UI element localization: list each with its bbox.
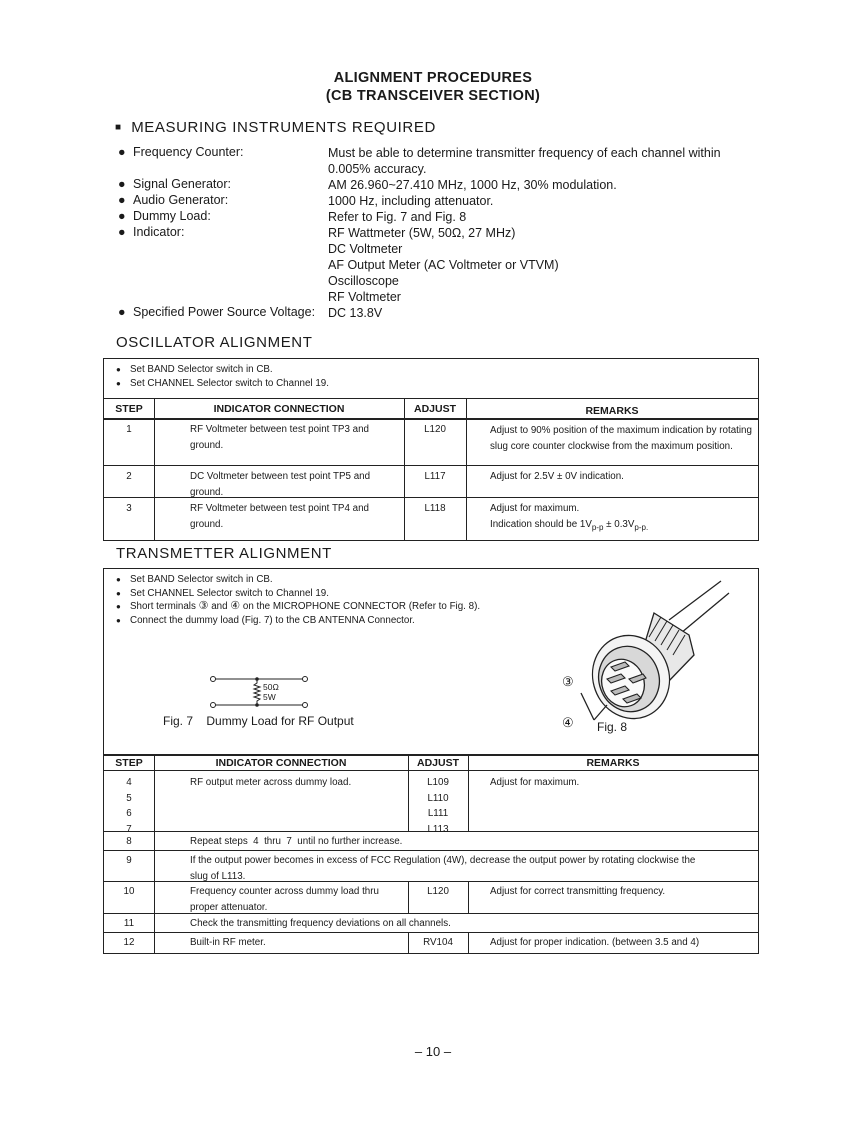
req-value: 1000 Hz, including attenuator. xyxy=(328,194,494,208)
terminal-3-icon: ③ xyxy=(198,600,209,613)
remarks-sub: p-p xyxy=(591,522,604,532)
bullet-icon: ● xyxy=(118,177,126,191)
req-value: AM 26.960~27.410 MHz, 1000 Hz, 30% modulation. xyxy=(328,178,617,192)
page-subtitle: (CB TRANSCEIVER SECTION) xyxy=(325,88,541,104)
remarks-line: Adjust for maximum. xyxy=(490,503,580,514)
bullet-icon: ● xyxy=(118,193,126,207)
microphone-connector-drawing xyxy=(549,575,734,725)
req-value: Oscilloscope xyxy=(328,274,399,288)
osc-note: ● Set BAND Selector switch in CB. xyxy=(116,363,329,377)
req-label: Indicator: xyxy=(133,225,185,239)
note-text: Short terminals xyxy=(130,601,199,613)
dummy-load-specs xyxy=(263,682,279,702)
req-label: Signal Generator: xyxy=(133,177,231,191)
req-value: DC 13.8V xyxy=(328,306,383,320)
remarks-cell: Adjust for 2.5V ± 0V indication. xyxy=(490,471,624,482)
fig8-caption: Fig. 8 xyxy=(597,720,628,734)
bullet-icon: ● xyxy=(118,209,126,223)
page-number: – 10 – xyxy=(414,1044,452,1059)
step-value: 5 xyxy=(126,792,132,804)
req-value: AF Output Meter (AC Voltmeter or VTVM) xyxy=(328,258,559,272)
instruction-cell: Check the transmitting frequency deviations on all channels. xyxy=(190,918,451,929)
connection-cell: RF output meter across dummy load. xyxy=(190,777,352,788)
adjust-cell: RV104 xyxy=(423,937,453,948)
remarks-sub: p-p. xyxy=(634,522,649,532)
tx-note: ● Set BAND Selector switch in CB. xyxy=(116,573,636,587)
page-title: ALIGNMENT PROCEDURES xyxy=(333,70,533,86)
step-cell: 10 xyxy=(123,886,135,897)
adjust-cell: L120 xyxy=(427,886,449,897)
divider xyxy=(466,398,467,540)
divider xyxy=(104,465,758,466)
tx-note: ● Connect the dummy load (Fig. 7) to the CB ANTENNA Connector. xyxy=(116,614,636,628)
remarks-cell: Adjust for proper indication. (between 3.5 and 4) xyxy=(490,937,700,948)
connection-cell: DC Voltmeter between test point TP5 and ground. xyxy=(190,471,371,498)
col-header-remarks: REMARKS xyxy=(585,405,639,417)
divider xyxy=(104,754,758,756)
tx-table xyxy=(103,568,759,954)
wattage-label: 5W xyxy=(263,692,276,702)
adjust-value: L113 xyxy=(427,823,449,835)
col-header-adjust: ADJUST xyxy=(416,757,459,769)
adjust-value: L109 xyxy=(427,777,449,788)
fig7-caption: Fig. 7 Dummy Load for RF Output xyxy=(163,714,354,728)
divider xyxy=(468,881,469,913)
adjust-value: L110 xyxy=(427,792,449,804)
instruction-cell: Repeat steps 4 thru 7 until no further increase. xyxy=(190,836,403,847)
step-cell: 12 xyxy=(123,937,135,948)
tx-note: ● Set CHANNEL Selector switch to Channel 19. xyxy=(116,587,636,601)
remarks-line xyxy=(490,517,752,535)
req-label: Audio Generator: xyxy=(133,193,229,207)
square-bullet-icon: ■ xyxy=(115,122,122,133)
remarks-cell: Adjust to 90% position of the maximum indication by rotating slug core counter clockwise from the maximum position. xyxy=(490,425,752,452)
resistance-label: 50Ω xyxy=(263,682,279,692)
osc-note: ● Set CHANNEL Selector switch to Channel 19. xyxy=(116,377,329,391)
divider xyxy=(154,398,155,540)
col-header-step: STEP xyxy=(115,757,143,769)
note-text: and xyxy=(208,601,231,613)
divider xyxy=(104,398,758,399)
osc-table xyxy=(103,358,759,541)
step-cell: 9 xyxy=(126,855,132,866)
osc-notes xyxy=(116,363,329,390)
col-header-adjust: ADJUST xyxy=(413,403,456,415)
step-cell xyxy=(104,775,154,837)
divider xyxy=(104,770,758,771)
connection-cell: Built-in RF meter. xyxy=(190,937,266,948)
divider xyxy=(154,754,155,953)
adjust-cell: L118 xyxy=(424,503,446,514)
adjust-cell: L120 xyxy=(424,424,446,435)
terminal-3-label: ③ xyxy=(562,674,574,689)
bullet-icon: ● xyxy=(118,305,126,319)
req-value: Refer to Fig. 7 and Fig. 8 xyxy=(328,210,467,224)
osc-heading: OSCILLATOR ALIGNMENT xyxy=(116,334,313,351)
divider xyxy=(468,932,469,953)
remarks-text: ± 0.3V xyxy=(603,518,635,530)
terminal-4-icon: ④ xyxy=(230,600,241,613)
bullet-icon: ● xyxy=(118,145,126,159)
req-value: RF Voltmeter xyxy=(328,290,401,304)
terminal-4-label: ④ xyxy=(562,715,574,730)
col-header-connection: INDICATOR CONNECTION xyxy=(215,757,347,769)
step-cell: 8 xyxy=(126,836,132,847)
req-value: RF Wattmeter (5W, 50Ω, 27 MHz) xyxy=(328,226,516,240)
adjust-cell xyxy=(408,775,468,837)
step-cell: 2 xyxy=(126,471,132,482)
col-header-remarks: REMARKS xyxy=(586,757,640,769)
remarks-cell: Adjust for correct transmitting frequency. xyxy=(490,886,666,897)
req-label: Frequency Counter: xyxy=(133,145,244,159)
dummy-load-schematic xyxy=(209,673,309,709)
step-value: 4 xyxy=(126,777,132,788)
instruction-cell: If the output power becomes in excess of FCC Regulation (4W), decrease the output power by rotating clockwise the slug of L113. xyxy=(190,855,696,882)
step-cell: 3 xyxy=(126,503,132,514)
note-text: on the MICROPHONE CONNECTOR (Refer to Fig. 8). xyxy=(240,601,481,613)
step-value: 6 xyxy=(126,808,132,819)
tx-heading: TRANSMETTER ALIGNMENT xyxy=(116,545,332,562)
col-header-step: STEP xyxy=(115,403,143,415)
req-label: Specified Power Source Voltage: xyxy=(133,305,316,319)
adjust-value: L111 xyxy=(427,808,449,819)
bullet-icon: ● xyxy=(118,225,126,239)
connection-cell: RF Voltmeter between test point TP3 and ground. xyxy=(190,424,369,451)
remarks-text: Indication should be 1V xyxy=(490,518,592,530)
step-cell: 1 xyxy=(126,424,132,435)
divider xyxy=(104,932,758,933)
remarks-cell xyxy=(490,501,752,535)
adjust-cell: L117 xyxy=(424,471,446,482)
connection-cell: RF Voltmeter between test point TP4 and ground. xyxy=(190,503,369,530)
divider xyxy=(104,850,758,851)
req-value: Must be able to determine transmitter frequency of each channel within 0.005% accuracy. xyxy=(328,146,721,177)
connection-cell: Frequency counter across dummy load thru proper attenuator. xyxy=(190,886,379,913)
measuring-heading xyxy=(115,119,436,136)
measuring-heading-text: MEASURING INSTRUMENTS REQUIRED xyxy=(131,119,436,136)
step-cell: 11 xyxy=(123,918,135,929)
col-header-connection: INDICATOR CONNECTION xyxy=(213,403,345,415)
req-label: Dummy Load: xyxy=(133,209,211,223)
step-value: 7 xyxy=(126,823,132,835)
divider xyxy=(104,418,758,420)
remarks-cell: Adjust for maximum. xyxy=(490,777,580,788)
req-value: DC Voltmeter xyxy=(328,242,403,256)
